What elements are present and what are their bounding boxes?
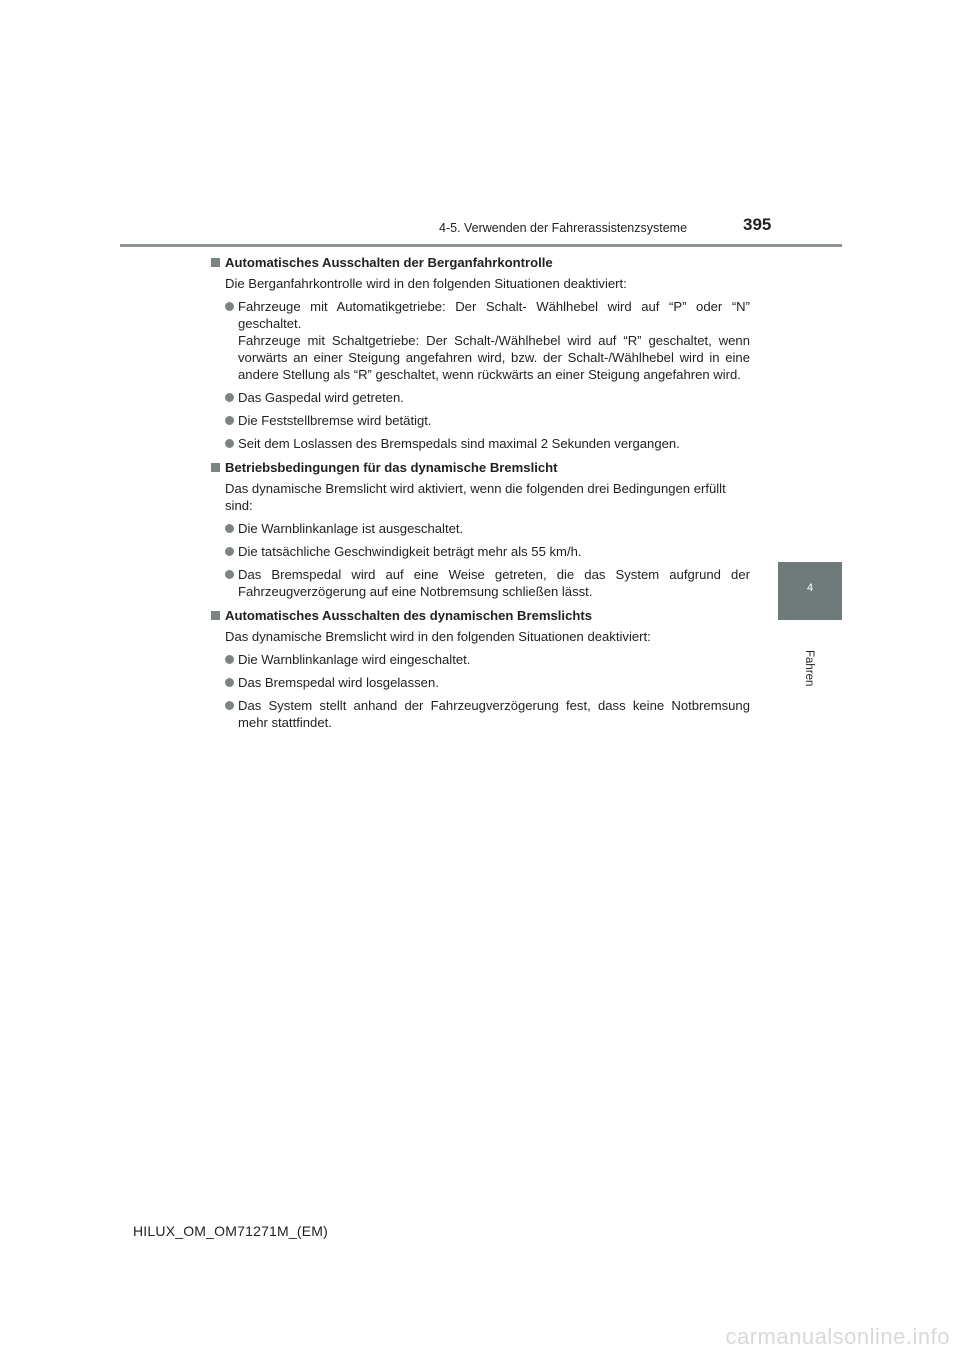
section-heading-text: Automatisches Ausschalten des dynamischen Bremslichts bbox=[225, 608, 592, 623]
bullet-list bbox=[210, 651, 750, 731]
circle-bullet-icon bbox=[225, 524, 234, 533]
bullet-list bbox=[210, 520, 750, 600]
list-item bbox=[210, 298, 750, 383]
square-bullet-icon bbox=[211, 463, 220, 472]
list-item bbox=[210, 674, 750, 691]
circle-bullet-icon bbox=[225, 416, 234, 425]
bullet-list bbox=[210, 298, 750, 452]
section-intro: Das dynamische Bremslicht wird in den folgenden Situationen deaktiviert: bbox=[225, 629, 651, 644]
list-item bbox=[210, 543, 750, 560]
document-code: HILUX_OM_OM71271M_(EM) bbox=[133, 1223, 329, 1239]
list-item-text: Das Bremspedal wird losgelassen. bbox=[238, 675, 439, 690]
list-item bbox=[210, 412, 750, 429]
list-item-text: Die Warnblinkanlage wird eingeschaltet. bbox=[238, 652, 471, 667]
list-item-text: Seit dem Loslassen des Bremspedals sind maximal 2 Sekunden vergangen. bbox=[238, 436, 680, 451]
list-item-text: Das Gaspedal wird getreten. bbox=[238, 390, 404, 405]
section-heading bbox=[210, 459, 750, 476]
chapter-label: Fahren bbox=[803, 650, 815, 687]
list-item bbox=[210, 520, 750, 537]
section-heading bbox=[210, 254, 750, 271]
list-item-text: Fahrzeuge mit Schaltgetriebe: Der Schalt-/Wählhebel wird auf “R” geschaltet, wenn vorwärts an einer Steigung angefahren wird, bzw. der Schalt-/Wählhebel wird in eine andere Stellung als “R” geschaltet, wenn rückwärts an einer Steigung angefahren wird. bbox=[238, 333, 750, 382]
circle-bullet-icon bbox=[225, 678, 234, 687]
list-item bbox=[210, 389, 750, 406]
circle-bullet-icon bbox=[225, 302, 234, 311]
section-dynamic-brake-light-off bbox=[210, 607, 750, 731]
chapter-tab bbox=[778, 562, 842, 620]
list-item bbox=[210, 566, 750, 600]
list-item bbox=[210, 651, 750, 668]
page-content bbox=[210, 254, 750, 738]
circle-bullet-icon bbox=[225, 701, 234, 710]
list-item-text: Das System stellt anhand der Fahrzeugverzögerung fest, dass keine Notbremsung mehr stattfindet. bbox=[238, 698, 750, 730]
list-item bbox=[210, 697, 750, 731]
watermark: carmanualsonline.info bbox=[725, 1324, 950, 1349]
section-heading bbox=[210, 607, 750, 624]
section-heading-text: Automatisches Ausschalten der Berganfahrkontrolle bbox=[225, 255, 553, 270]
circle-bullet-icon bbox=[225, 547, 234, 556]
list-item-text: Fahrzeuge mit Automatikgetriebe: Der Schalt- Wählhebel wird auf “P” oder “N” geschaltet. bbox=[238, 299, 750, 331]
circle-bullet-icon bbox=[225, 570, 234, 579]
list-item bbox=[210, 435, 750, 452]
section-heading-text: Betriebsbedingungen für das dynamische Bremslicht bbox=[225, 460, 558, 475]
header-divider bbox=[120, 244, 842, 247]
circle-bullet-icon bbox=[225, 439, 234, 448]
square-bullet-icon bbox=[211, 258, 220, 267]
list-item-text: Die Feststellbremse wird betätigt. bbox=[238, 413, 432, 428]
section-dynamic-brake-light-conditions bbox=[210, 459, 750, 600]
section-intro: Das dynamische Bremslicht wird aktiviert, wenn die folgenden drei Bedingungen erfüllt sind: bbox=[225, 481, 726, 513]
section-hill-start-off bbox=[210, 254, 750, 452]
chapter-number: 4 bbox=[806, 582, 814, 594]
circle-bullet-icon bbox=[225, 655, 234, 664]
list-item-text: Die tatsächliche Geschwindigkeit beträgt mehr als 55 km/h. bbox=[238, 544, 582, 559]
page-number: 395 bbox=[743, 215, 772, 234]
circle-bullet-icon bbox=[225, 393, 234, 402]
list-item-text: Die Warnblinkanlage ist ausgeschaltet. bbox=[238, 521, 464, 536]
header-section-title: 4-5. Verwenden der Fahrerassistenzsysteme bbox=[439, 221, 688, 235]
list-item-text: Das Bremspedal wird auf eine Weise getreten, die das System aufgrund der Fahrzeugverzögerung auf eine Notbremsung schließen lässt. bbox=[238, 567, 750, 599]
square-bullet-icon bbox=[211, 611, 220, 620]
section-intro: Die Berganfahrkontrolle wird in den folgenden Situationen deaktiviert: bbox=[225, 276, 627, 291]
